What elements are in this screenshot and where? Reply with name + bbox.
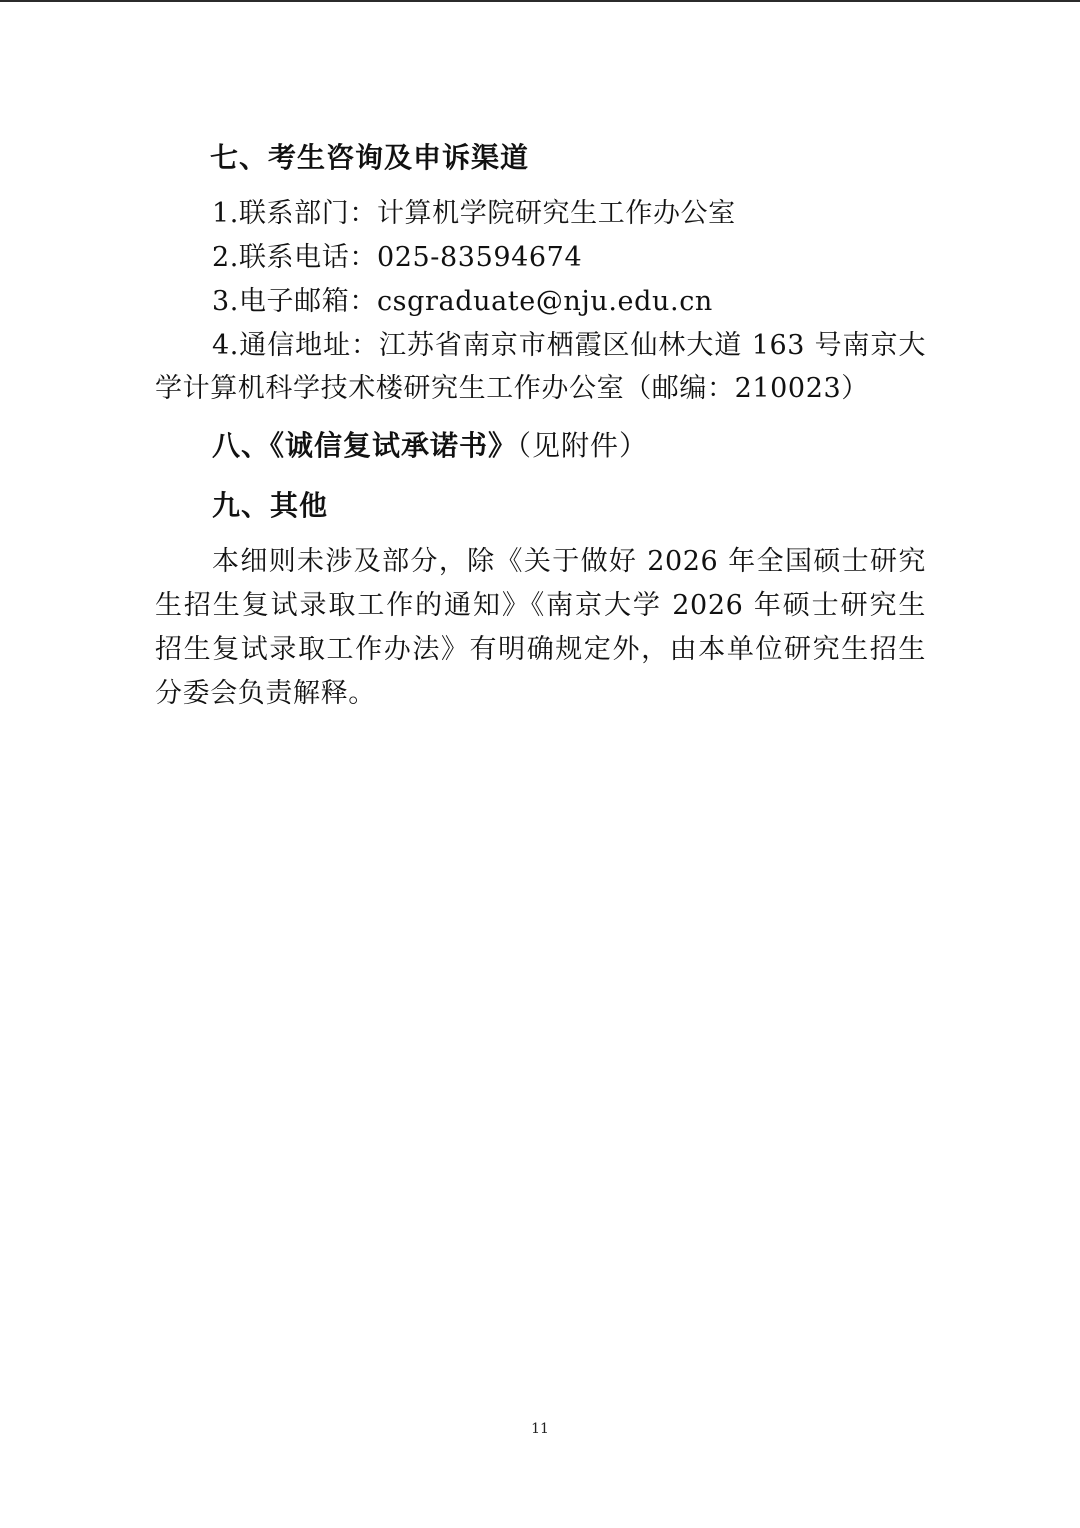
- contact-address-line-2: 学计算机科学技术楼研究生工作办公室（邮编：210023）: [155, 373, 869, 404]
- section-7-heading: 七、考生咨询及申诉渠道: [210, 141, 530, 174]
- section-9-paragraph-line-3: 招生复试录取工作办法》有明确规定外，由本单位研究生招生: [155, 634, 926, 665]
- section-8-heading: [212, 430, 648, 462]
- section-8-title: 八、《诚信复试承诺书》: [212, 429, 518, 462]
- contact-phone: 2.联系电话：025-83594674: [212, 242, 583, 273]
- contact-address-line-1: 4.通信地址：江苏省南京市栖霞区仙林大道 163 号南京大: [212, 330, 926, 361]
- section-8-note: （见附件）: [517, 429, 649, 462]
- section-9-paragraph-line-1: 本细则未涉及部分，除《关于做好 2026 年全国硕士研究: [212, 546, 926, 577]
- contact-department: 1.联系部门：计算机学院研究生工作办公室: [212, 198, 736, 229]
- page-number: 11: [531, 1421, 549, 1437]
- contact-email: 3.电子邮箱：csgraduate@nju.edu.cn: [212, 286, 713, 317]
- section-9-paragraph-line-2: 生招生复试录取工作的通知》《南京大学 2026 年硕士研究生: [155, 590, 926, 621]
- section-9-paragraph-line-4: 分委会负责解释。: [155, 678, 376, 709]
- section-9-heading: 九、其他: [212, 489, 329, 522]
